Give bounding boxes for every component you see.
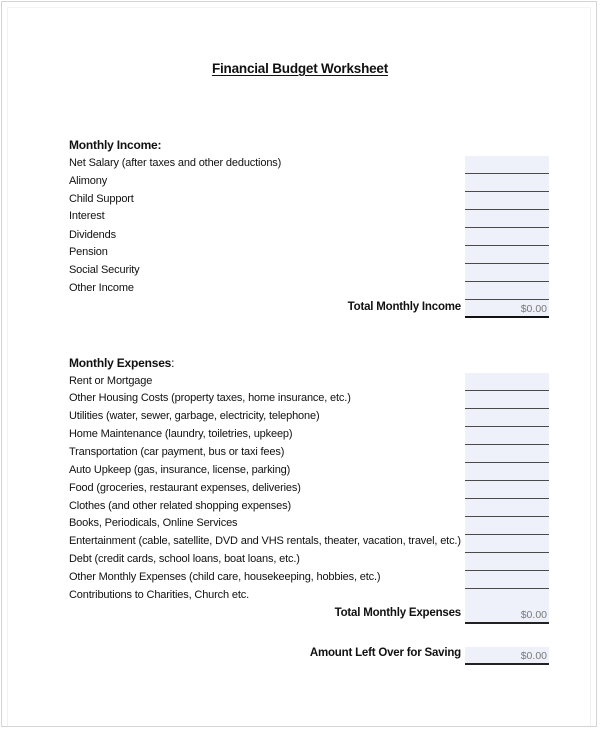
expense-field-auto-upkeep[interactable] [465, 463, 549, 481]
expense-label-other-monthly: Other Monthly Expenses (child care, housekeeping, hobbies, etc.) [69, 571, 381, 583]
expenses-heading: Monthly Expenses: [69, 356, 175, 370]
income-field-social-security[interactable] [465, 264, 549, 282]
income-heading: Monthly Income: [69, 138, 162, 152]
income-label-interest: Interest [69, 210, 105, 222]
expense-field-food[interactable] [465, 481, 549, 499]
expense-field-housing[interactable] [465, 391, 549, 409]
income-field-child-support[interactable] [465, 192, 549, 210]
income-field-alimony[interactable] [465, 174, 549, 192]
income-label-net-salary: Net Salary (after taxes and other deductions) [69, 157, 282, 169]
savings-label: Amount Left Over for Saving [309, 647, 461, 659]
expense-label-transportation: Transportation (car payment, bus or taxi fees) [69, 446, 285, 458]
expense-field-other-monthly[interactable] [465, 571, 549, 589]
total-expenses-label: Total Monthly Expenses [334, 607, 461, 619]
total-income-value: $0.00 [465, 300, 549, 318]
income-label-pension: Pension [69, 246, 108, 258]
expense-field-charities[interactable] [465, 589, 549, 607]
expense-field-debt[interactable] [465, 553, 549, 571]
expense-label-debt: Debt (credit cards, school loans, boat loans, etc.) [69, 553, 300, 565]
income-label-alimony: Alimony [69, 175, 108, 187]
total-income-label: Total Monthly Income [347, 301, 461, 313]
total-expenses-value: $0.00 [465, 606, 549, 624]
expense-field-home-maintenance[interactable] [465, 427, 549, 445]
income-field-interest[interactable] [465, 210, 549, 228]
expense-label-entertainment: Entertainment (cable, satellite, DVD and VHS rentals, theater, vacation, travel, etc.) [69, 535, 461, 547]
expense-field-transportation[interactable] [465, 445, 549, 463]
expense-label-charities: Contributions to Charities, Church etc. [69, 589, 250, 601]
income-field-other-income[interactable] [465, 282, 549, 300]
expense-label-rent: Rent or Mortgage [69, 375, 153, 387]
income-label-other-income: Other Income [69, 282, 134, 294]
income-field-dividends[interactable] [465, 228, 549, 246]
expense-field-utilities[interactable] [465, 409, 549, 427]
income-field-pension[interactable] [465, 246, 549, 264]
expense-field-books[interactable] [465, 517, 549, 535]
expense-field-rent[interactable] [465, 373, 549, 391]
income-field-net-salary[interactable] [465, 156, 549, 174]
expense-label-auto-upkeep: Auto Upkeep (gas, insurance, license, parking) [69, 464, 291, 476]
expense-label-home-maintenance: Home Maintenance (laundry, toiletries, upkeep) [69, 428, 293, 440]
expense-field-clothes[interactable] [465, 499, 549, 517]
expense-label-utilities: Utilities (water, sewer, garbage, electricity, telephone) [69, 410, 320, 422]
income-label-social-security: Social Security [69, 264, 140, 276]
expense-label-clothes: Clothes (and other related shopping expenses) [69, 500, 291, 512]
expense-label-books: Books, Periodicals, Online Services [69, 517, 238, 529]
income-label-child-support: Child Support [69, 193, 134, 205]
savings-value: $0.00 [465, 647, 549, 665]
income-label-dividends: Dividends [69, 229, 116, 241]
expense-field-entertainment[interactable] [465, 535, 549, 553]
document-title: Financial Budget Worksheet [211, 61, 389, 76]
expense-label-housing: Other Housing Costs (property taxes, home insurance, etc.) [69, 392, 351, 404]
expense-label-food: Food (groceries, restaurant expenses, deliveries) [69, 482, 301, 494]
